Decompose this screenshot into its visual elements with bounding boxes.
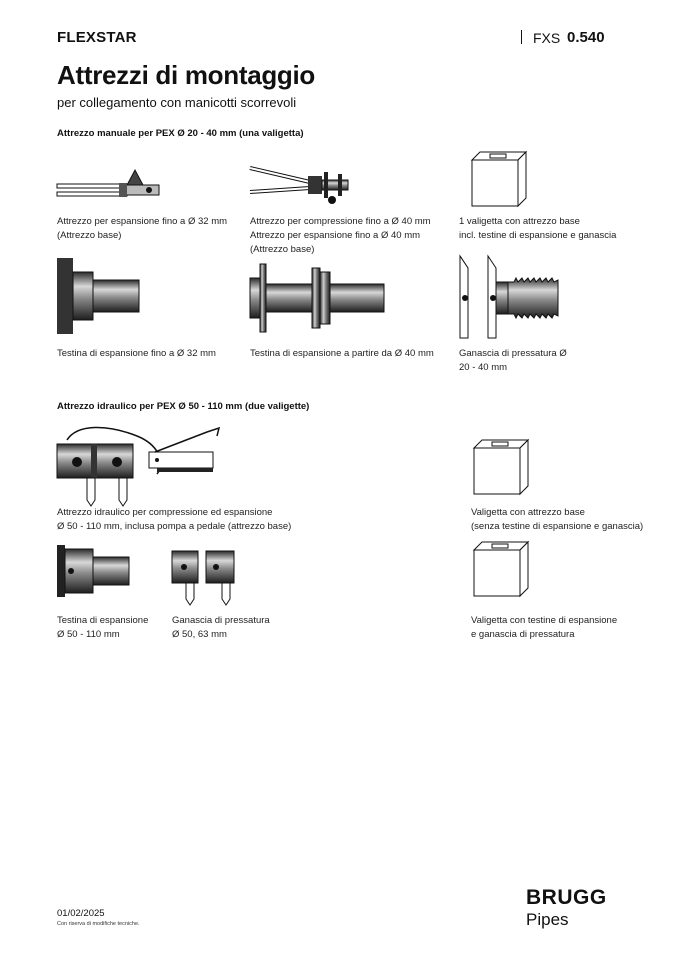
pipes-logo: Pipes bbox=[526, 910, 569, 929]
compression-hand-tool-icon bbox=[250, 160, 360, 210]
page-subtitle: per collegamento con manicotti scorrevoli bbox=[57, 95, 297, 110]
expansion-head-large-icon bbox=[248, 262, 388, 334]
expansion-head-small-icon bbox=[57, 258, 147, 336]
brugg-logo: BRUGG bbox=[526, 886, 607, 909]
hydraulic-tool-icon bbox=[57, 422, 237, 506]
caption-expansion-head-small: Testina di espansione fino a Ø 32 mm bbox=[57, 348, 216, 359]
brand-label: FLEXSTAR bbox=[57, 29, 137, 46]
caption-hydraulic-tool: Attrezzo idraulico per compressione ed espansione Ø 50 - 110 mm, inclusa pompa a pedale (attrezzo base) bbox=[57, 507, 292, 532]
press-jaw-icon bbox=[458, 256, 568, 340]
expansion-hand-tool-icon bbox=[57, 158, 167, 208]
section1-heading: Attrezzo manuale per PEX Ø 20 - 40 mm (una valigetta) bbox=[57, 128, 304, 139]
caption-press-jaw: Ganascia di pressatura Ø 20 - 40 mm bbox=[459, 348, 567, 373]
page-title: Attrezzi di montaggio bbox=[57, 60, 316, 90]
header-divider bbox=[521, 30, 522, 44]
toolcase-icon bbox=[472, 540, 532, 598]
caption-toolcase-1: 1 valigetta con attrezzo base incl. testine di espansione e ganascia bbox=[459, 216, 617, 241]
expansion-head-icon bbox=[57, 545, 137, 599]
toolcase-icon bbox=[470, 150, 530, 208]
doc-code-number: 0.540 bbox=[567, 29, 605, 46]
caption-expansion-head: Testina di espansione Ø 50 - 110 mm bbox=[57, 615, 149, 640]
caption-toolcase-2: Valigetta con attrezzo base (senza testine di espansione e ganascia) bbox=[471, 507, 644, 532]
section2-heading: Attrezzo idraulico per PEX Ø 50 - 110 mm (due valigette) bbox=[57, 401, 310, 412]
press-jaw-hydraulic-icon bbox=[172, 551, 238, 607]
footer-note: Con riserva di modifiche tecniche. bbox=[57, 921, 140, 927]
caption-expansion-head-large: Testina di espansione a partire da Ø 40 mm bbox=[250, 348, 434, 359]
footer-date: 01/02/2025 bbox=[57, 908, 105, 919]
caption-toolcase-3: Valigetta con testine di espansione e ganascia di pressatura bbox=[471, 615, 618, 640]
toolcase-icon bbox=[472, 438, 532, 496]
caption-expansion-hand-tool: Attrezzo per espansione fino a Ø 32 mm (Attrezzo base) bbox=[57, 216, 228, 241]
doc-code-prefix: FXS bbox=[533, 30, 561, 46]
caption-press-jaw-hydraulic: Ganascia di pressatura Ø 50, 63 mm bbox=[172, 615, 270, 640]
caption-compression-hand-tool: Attrezzo per compressione fino a Ø 40 mm Attrezzo per espansione fino a Ø 40 mm (Attrezzo base) bbox=[250, 216, 431, 255]
